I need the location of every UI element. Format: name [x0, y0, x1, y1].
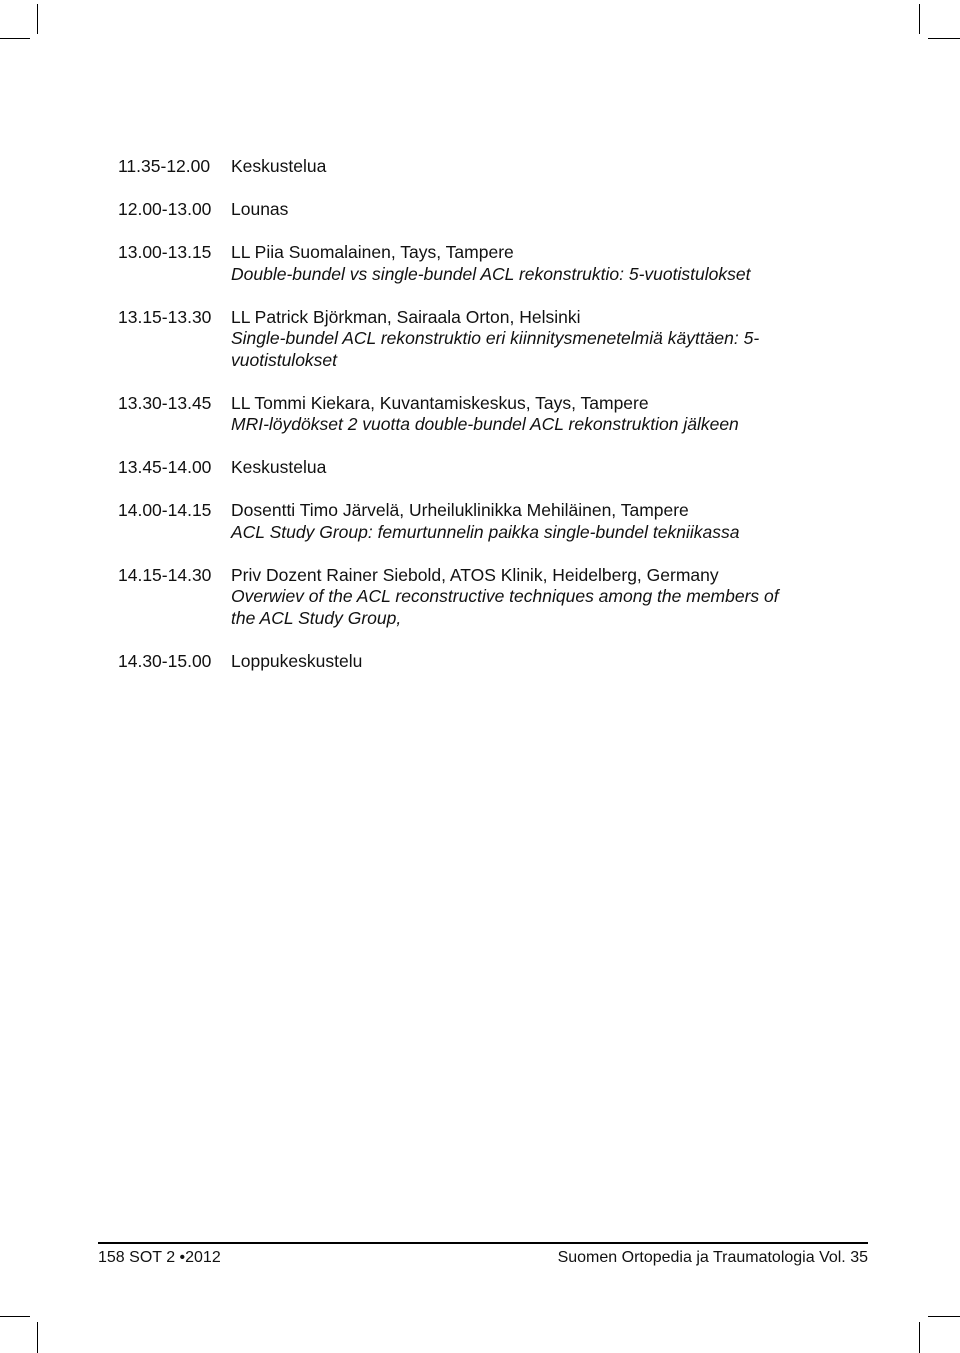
entry-speaker: LL Patrick Björkman, Sairaala Orton, Helsinki: [231, 306, 581, 327]
program-entry: [118, 242, 798, 285]
entry-time: 13.00-13.15: [118, 242, 212, 262]
footer-rule: [98, 1242, 868, 1244]
program-entry: [118, 565, 798, 630]
crop-mark-bottom-right-h: [928, 1316, 960, 1317]
entry-body: [231, 242, 798, 285]
entry-body: [231, 457, 798, 479]
crop-mark-top-left-v: [37, 4, 38, 34]
crop-mark-top-right-h: [928, 38, 960, 39]
entry-body: [231, 199, 798, 221]
entry-body: [231, 307, 798, 372]
crop-mark-top-left-h: [0, 38, 30, 39]
entry-body: [231, 156, 798, 178]
entry-title: Double-bundel vs single-bundel ACL rekonstruktio: 5-vuotistulokset: [231, 263, 751, 284]
entry-body: [231, 393, 798, 436]
entry-speaker: Keskustelua: [231, 156, 327, 176]
entry-body: [231, 565, 798, 630]
entry-time: 11.35-12.00: [118, 156, 211, 176]
entry-title: Single-bundel ACL rekonstruktio eri kiinnitysmenetelmiä käyttäen: 5-vuotistulokset: [231, 328, 760, 370]
program-entry: [118, 457, 798, 479]
entry-time: 13.30-13.45: [118, 392, 212, 413]
entry-time: 14.15-14.30: [118, 564, 212, 585]
entry-speaker: Keskustelua: [231, 457, 327, 477]
program-schedule: [118, 156, 798, 694]
entry-title: ACL Study Group: femurtunnelin paikka single-bundel tekniikassa: [231, 521, 740, 542]
entry-speaker: Lounas: [231, 199, 289, 219]
program-entry: [118, 199, 798, 221]
footer-issue-info: 158 SOT 2 •2012: [98, 1249, 221, 1266]
program-entry: [118, 393, 798, 436]
entry-body: [231, 651, 798, 673]
entry-title: Overwiev of the ACL reconstructive techniques among the members of the ACL Study Group,: [231, 586, 779, 628]
entry-body: [231, 500, 798, 543]
entry-time: 13.15-13.30: [118, 306, 212, 327]
entry-time: 14.00-14.15: [118, 500, 212, 520]
entry-title: MRI-löydökset 2 vuotta double-bundel ACL rekonstruktion jälkeen: [231, 414, 739, 434]
entry-speaker: LL Tommi Kiekara, Kuvantamiskeskus, Tays, Tampere: [231, 392, 649, 413]
program-entry: [118, 500, 798, 543]
crop-mark-top-right-v: [919, 4, 920, 34]
program-entry: [118, 307, 798, 372]
entry-speaker: LL Piia Suomalainen, Tays, Tampere: [231, 242, 514, 262]
program-entry: [118, 651, 798, 673]
entry-time: 12.00-13.00: [118, 199, 212, 219]
footer-journal-name: Suomen Ortopedia ja Traumatologia Vol. 35: [557, 1249, 868, 1266]
crop-mark-bottom-left-v: [37, 1322, 38, 1353]
entry-time: 13.45-14.00: [118, 457, 212, 477]
program-entry: [118, 156, 798, 178]
entry-speaker: Loppukeskustelu: [231, 650, 363, 671]
entry-speaker: Dosentti Timo Järvelä, Urheiluklinikka Mehiläinen, Tampere: [231, 500, 689, 520]
entry-time: 14.30-15.00: [118, 650, 212, 671]
page-footer: [98, 1249, 868, 1267]
crop-mark-bottom-right-v: [919, 1322, 920, 1353]
crop-mark-bottom-left-h: [0, 1316, 30, 1317]
entry-speaker: Priv Dozent Rainer Siebold, ATOS Klinik, Heidelberg, Germany: [231, 564, 719, 585]
